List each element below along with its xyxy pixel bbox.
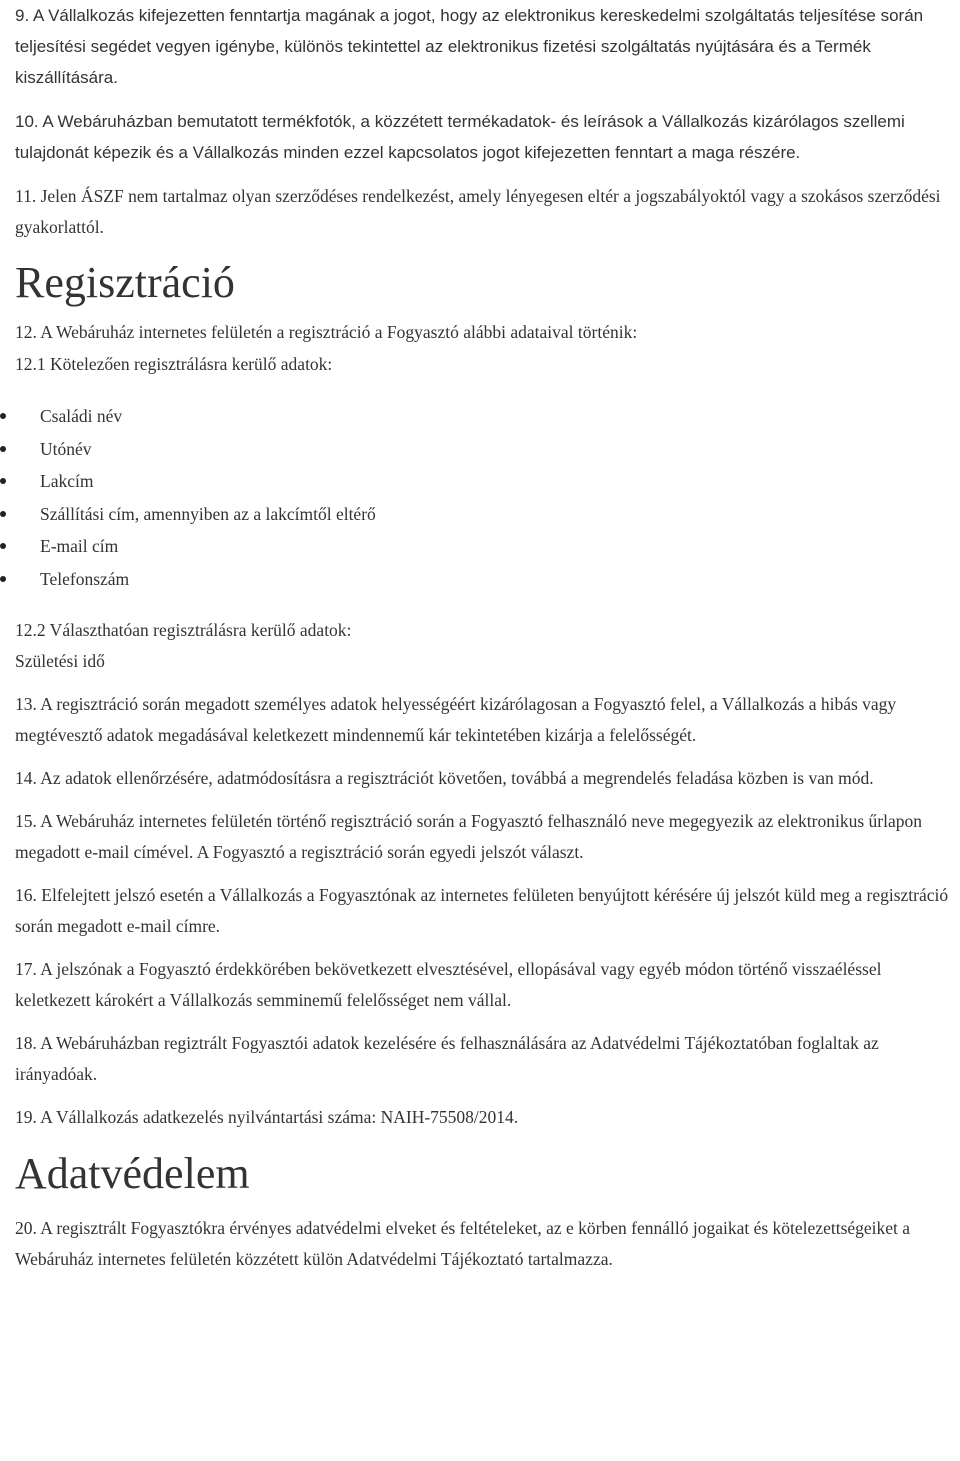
list-item: E-mail cím xyxy=(15,530,960,563)
paragraph-19: 19. A Vállalkozás adatkezelés nyilvántartási száma: NAIH-75508/2014. xyxy=(15,1106,519,1127)
list-item: Családi név xyxy=(15,400,960,433)
paragraph-10: 10. A Webáruházban bemutatott termékfotók, a közzétett termékadatok- és leírások a Vállalkozás kizárólagos szellemi tulajdonát képezik és a Vállalkozás minden ezzel kapcsolatos jogot kifejezetten fenntart a maga részére. xyxy=(15,112,905,162)
paragraph-20: 20. A regisztrált Fogyasztókra érvényes adatvédelmi elveket és feltételeket, az e körben fennálló jogaikat és kötelezettségeiket a Webáruház internetes felületén közzétett külön Adatvédelmi Tájékoztató tartalmazza. xyxy=(15,1217,911,1269)
required-fields-list xyxy=(15,400,960,596)
paragraph-15: 15. A Webáruház internetes felületén történő regisztráció során a Fogyasztó felhasználó neve megegyezik az elektronikus űrlapon megadott e-mail címével. A Fogyasztó a regisztráció során egyedi jelszót választ. xyxy=(15,810,922,862)
paragraph-16: 16. Elfelejtett jelszó esetén a Vállalkozás a Fogyasztónak az internetes felületen benyújtott kérésére új jelszót küld meg a regisztráció során megadott e-mail címre. xyxy=(15,884,949,936)
data-protection-heading: Adatvédelem xyxy=(15,1148,250,1198)
paragraph-12: 12. A Webáruház internetes felületén a regisztráció a Fogyasztó alábbi adataival történik: xyxy=(15,322,638,342)
paragraph-14: 14. Az adatok ellenőrzésére, adatmódosításra a regisztrációt követően, továbbá a megrendelés feladása közben is van mód. xyxy=(15,767,874,788)
paragraph-11: 11. Jelen ÁSZF nem tartalmaz olyan szerződéses rendelkezést, amely lényegesen eltér a jogszabályoktól vagy a szokásos szerződési gyakorlattól. xyxy=(15,186,941,237)
paragraph-18: 18. A Webáruházban regiztrált Fogyasztói adatok kezelésére és felhasználására az Adatvédelmi Tájékoztatóban foglaltak az irányadóak. xyxy=(15,1032,879,1084)
paragraph-13: 13. A regisztráció során megadott személyes adatok helyességéért kizárólagosan a Fogyasztó felel, a Vállalkozás a hibás vagy megtévesztő adatok megadásával keletkezett mindennemű kár tekintetében kizárja a felelősségét. xyxy=(15,693,897,745)
list-item: Telefonszám xyxy=(15,563,960,596)
list-item: Szállítási cím, amennyiben az a lakcímtől eltérő xyxy=(15,498,960,531)
paragraph-12-1: 12.1 Kötelezően regisztrálásra kerülő adatok: xyxy=(15,354,333,374)
list-item: Utónév xyxy=(15,433,960,466)
paragraph-9: 9. A Vállalkozás kifejezetten fenntartja magának a jogot, hogy az elektronikus kereskedelmi szolgáltatás teljesítése során teljesítési segédet vegyen igénybe, különös tekintettel az elektronikus fizetési szolgáltatás nyújtására és a Termék kiszállítására. xyxy=(15,6,924,87)
list-item: Lakcím xyxy=(15,465,960,498)
optional-field-birth-date: Születési idő xyxy=(15,650,105,671)
registration-heading: Regisztráció xyxy=(15,258,235,307)
paragraph-12-2: 12.2 Választhatóan regisztrálásra kerülő adatok: xyxy=(15,619,352,640)
paragraph-17: 17. A jelszónak a Fogyasztó érdekkörében bekövetkezett elvesztésével, ellopásával vagy egyéb módon történő visszaéléssel keletkezett károkért a Vállalkozás semminemű felelősséget nem vállal. xyxy=(15,958,882,1010)
document-page xyxy=(15,0,960,1275)
